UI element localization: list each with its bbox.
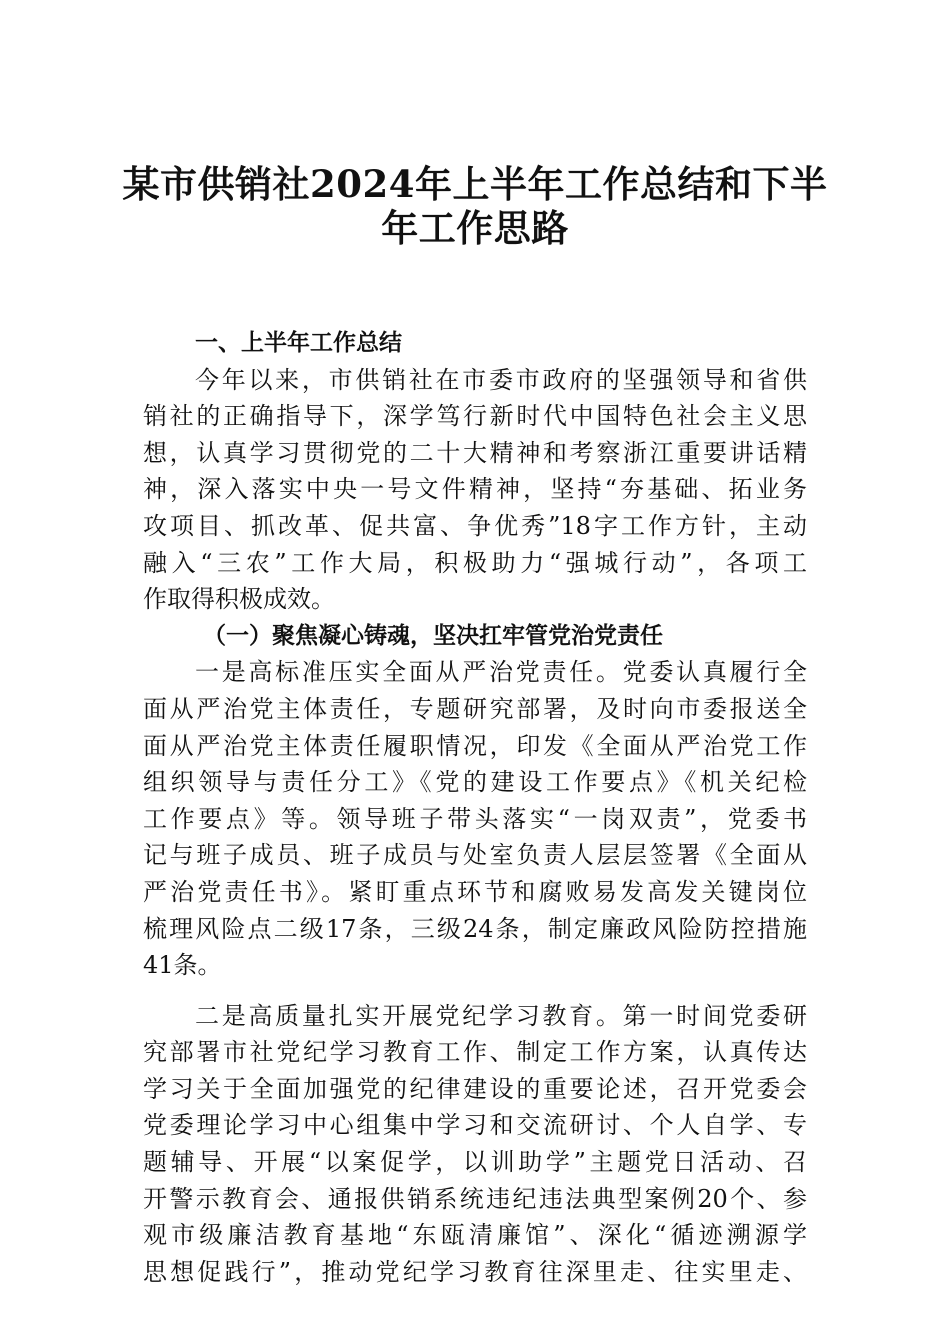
paragraph-line: 销社的正确指导下，深学笃行新时代中国特色社会主义思: [143, 402, 807, 431]
paragraph-line: 作取得积极成效。: [143, 585, 335, 614]
paragraph-line: 攻项目、抓改革、促共富、争优秀”18字工作方针，主动: [143, 511, 807, 540]
document-body: [143, 325, 807, 1290]
paragraph-line: 党委理论学习中心组集中学习和交流研讨、个人自学、专: [143, 1111, 807, 1140]
paragraph-line: 观市级廉洁教育基地“东瓯清廉馆”、深化“循迹溯源学: [143, 1221, 807, 1250]
paragraph-line: 严治党责任书》。紧盯重点环节和腐败易发高发关键岗位: [143, 877, 807, 906]
paragraph-line: 学习关于全面加强党的纪律建设的重要论述，召开党委会: [143, 1074, 807, 1103]
paragraph-line: 开警示教育会、通报供销系统违纪违法典型案例20个、参: [143, 1184, 807, 1213]
document-title-line-1: 某市供销社2024年上半年工作总结和下半: [122, 162, 828, 206]
paragraph-line: 二是高质量扎实开展党纪学习教育。第一时间党委研: [195, 1001, 807, 1030]
paragraph-line: 题辅导、开展“以案促学，以训助学”主题党日活动、召: [143, 1148, 807, 1177]
paragraph-line: 一是高标准压实全面从严治党责任。党委认真履行全: [195, 658, 807, 687]
paragraph-line: 面从严治党主体责任，专题研究部署，及时向市委报送全: [143, 694, 807, 723]
paragraph-line: 思想促践行”，推动党纪学习教育往深里走、往实里走、: [143, 1257, 807, 1286]
paragraph-line: 究部署市社党纪学习教育工作、制定工作方案，认真传达: [143, 1038, 807, 1067]
paragraph-line: 梳理风险点二级17条，三级24条，制定廉政风险防控措施: [143, 914, 807, 943]
paragraph-line: 记与班子成员、班子成员与处室负责人层层签署《全面从: [143, 841, 807, 870]
section-heading: 一、上半年工作总结: [195, 330, 402, 356]
paragraph-line: 面从严治党主体责任履职情况，印发《全面从严治党工作: [143, 731, 807, 760]
paragraph-gap: [143, 984, 807, 998]
paragraph-line: 神，深入落实中央一号文件精神，坚持“夯基础、拓业务: [143, 475, 807, 504]
paragraph-line: 想，认真学习贯彻党的二十大精神和考察浙江重要讲话精: [143, 438, 807, 467]
document-title-line-2: 年工作思路: [381, 206, 569, 250]
paragraph-line: 今年以来，市供销社在市委市政府的坚强领导和省供: [195, 365, 807, 394]
paragraph-line: 组织领导与责任分工》《党的建设工作要点》《机关纪检: [143, 768, 807, 797]
paragraph-line: 工作要点》等。领导班子带头落实“一岗双责”，党委书: [143, 804, 807, 833]
paragraph-line: 融入“三农”工作大局，积极助力“强城行动”，各项工: [143, 548, 807, 577]
paragraph-line: 41条。: [143, 951, 222, 980]
subsection-heading: （一）聚焦凝心铸魂，坚决扛牢管党治党责任: [203, 621, 663, 649]
